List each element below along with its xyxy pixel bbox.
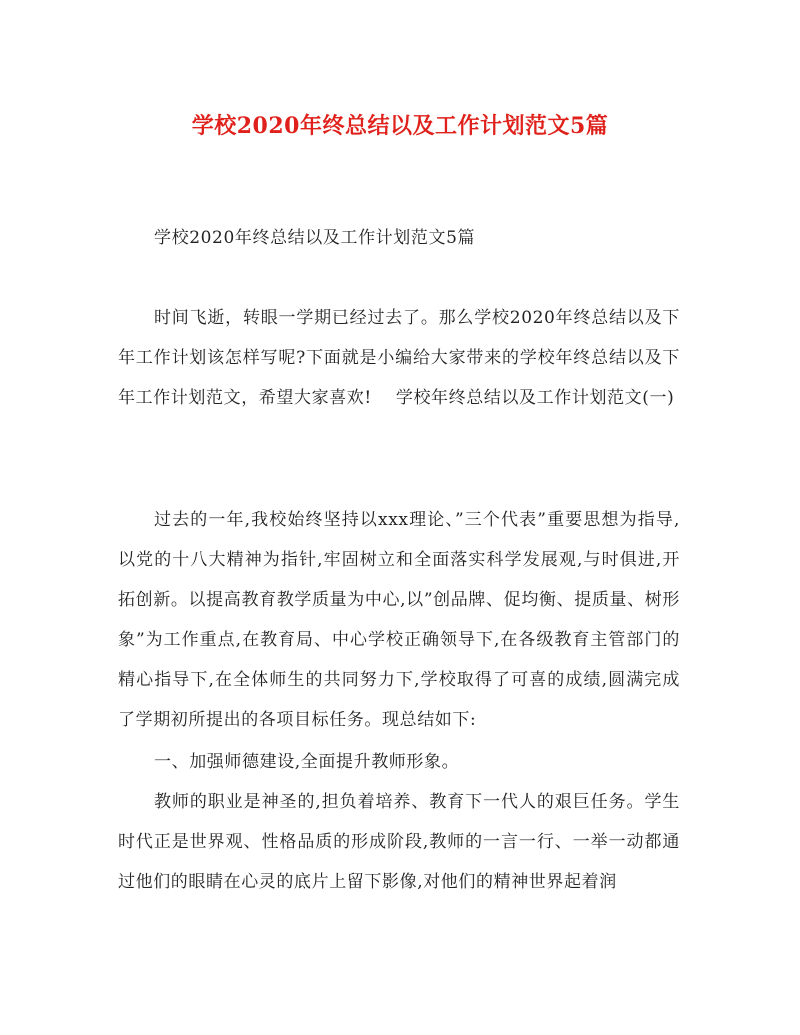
teacher-ethics-paragraph: 教师的职业是神圣的,担负着培养、教育下一代人的艰巨任务。学生时代正是世界观、性格品质的形成阶段,教师的一言一行、一举一动都通过他们的眼睛在心灵的底片上留下影像,对他们的精神世界起着润 (118, 792, 680, 892)
intro-paragraph (118, 298, 680, 418)
summary-paragraph: 过去的一年,我校始终坚持以xxx理论、”三个代表”重要思想为指导,以党的十八大精神为指针,牢固树立和全面落实科学发展观,与时俱进,开拓创新。以提高教育教学质量为中心,以”创品牌、促均衡、提质量、树形象”为工作重点,在教育局、中心学校正确领导下,在各级教育主管部门的精心指导下,在全体师生的共同努力下,学校取得了可喜的成绩,圆满完成了学期初所提出的各项目标任务。现总结如下: (118, 510, 680, 730)
section-heading-one: 学校年终总结以及工作计划范文(一) (395, 388, 675, 408)
document-title: 学校2020年终总结以及工作计划范文5篇 (191, 113, 609, 139)
section-heading: 一、加强师德建设,全面提升教师形象。 (154, 752, 460, 772)
intro-text: 时间飞逝，转眼一学期已经过去了。那么学校2020年终总结以及下年工作计划该怎样写呢?下面就是小编给大家带来的学校年终总结以及下年工作计划范文，希望大家喜欢! (118, 308, 680, 408)
document-subtitle: 学校2020年终总结以及工作计划范文5篇 (154, 228, 476, 248)
